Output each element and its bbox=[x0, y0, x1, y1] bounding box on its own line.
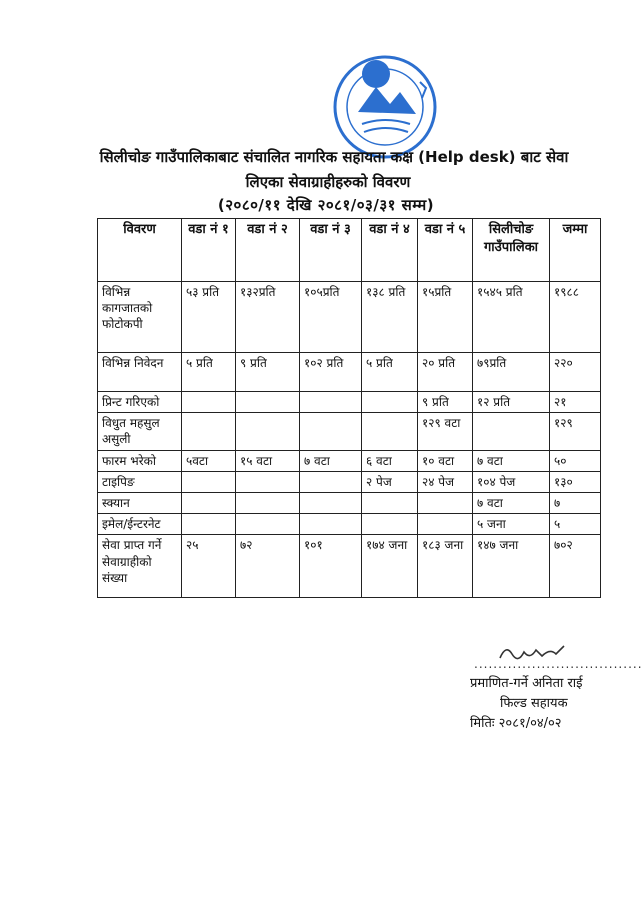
table-cell: ५० bbox=[550, 450, 601, 471]
table-cell: १०१ bbox=[300, 535, 362, 598]
table-cell bbox=[300, 413, 362, 450]
table-cell: २१ bbox=[550, 392, 601, 413]
table-cell: १२ प्रति bbox=[473, 392, 550, 413]
table-cell: १९८८ bbox=[550, 282, 601, 353]
header-municipality: सिलीचोङ गाउँपालिका bbox=[473, 219, 550, 282]
header-ward-5: वडा नं ५ bbox=[418, 219, 473, 282]
table-header-row bbox=[98, 219, 601, 282]
table-cell: १२९ bbox=[550, 413, 601, 450]
header-description: विवरण bbox=[98, 219, 182, 282]
table-cell bbox=[362, 392, 418, 413]
table-cell bbox=[300, 492, 362, 513]
table-cell bbox=[362, 413, 418, 450]
table-cell: ९ प्रति bbox=[418, 392, 473, 413]
header-total: जम्मा bbox=[550, 219, 601, 282]
table-cell bbox=[182, 392, 236, 413]
certifier-name: प्रमाणित-गर्ने अनिता राई bbox=[470, 676, 583, 691]
table-cell: ७०२ bbox=[550, 535, 601, 598]
table-cell: १३२प्रति bbox=[236, 282, 300, 353]
municipality-seal-logo bbox=[330, 52, 440, 162]
table-cell: ७९प्रति bbox=[473, 353, 550, 392]
table-row bbox=[98, 535, 601, 598]
table-cell bbox=[236, 514, 300, 535]
row-label: इमेल/ईन्टरनेट bbox=[98, 514, 182, 535]
table-cell bbox=[182, 471, 236, 492]
table-cell: १५प्रति bbox=[418, 282, 473, 353]
table-cell: २४ पेज bbox=[418, 471, 473, 492]
table-cell: १८३ जना bbox=[418, 535, 473, 598]
header-ward-3: वडा नं ३ bbox=[300, 219, 362, 282]
table-cell: ७२ bbox=[236, 535, 300, 598]
document-title-line2: लिएका सेवाग्राहीहरुको विवरण bbox=[245, 173, 411, 191]
row-label: विधुत महसुल असुली bbox=[98, 413, 182, 450]
table-row bbox=[98, 471, 601, 492]
signature-dotted-line: ................................... bbox=[474, 657, 643, 671]
table-cell: ५३ प्रति bbox=[182, 282, 236, 353]
table-cell bbox=[236, 413, 300, 450]
table-cell: ७ bbox=[550, 492, 601, 513]
table-cell bbox=[473, 413, 550, 450]
table-cell bbox=[182, 492, 236, 513]
table-cell: १५ वटा bbox=[236, 450, 300, 471]
table-cell bbox=[182, 413, 236, 450]
table-cell: १३८ प्रति bbox=[362, 282, 418, 353]
table-cell bbox=[362, 514, 418, 535]
table-cell: ५वटा bbox=[182, 450, 236, 471]
table-cell: ७ वटा bbox=[473, 492, 550, 513]
table-cell: ५ प्रति bbox=[362, 353, 418, 392]
table-cell: ६ वटा bbox=[362, 450, 418, 471]
service-report-table bbox=[97, 218, 601, 598]
table-cell: १०४ पेज bbox=[473, 471, 550, 492]
table-row bbox=[98, 282, 601, 353]
row-label: टाइपिङ bbox=[98, 471, 182, 492]
table-cell: १० वटा bbox=[418, 450, 473, 471]
table-cell bbox=[236, 492, 300, 513]
row-label: स्क्यान bbox=[98, 492, 182, 513]
table-cell: ५ जना bbox=[473, 514, 550, 535]
table-cell: २२० bbox=[550, 353, 601, 392]
document-title-line1: सिलीचोङ गाउँपालिकाबाट संचालित नागरिक सहायता कक्ष (Help desk) बाट सेवा bbox=[99, 148, 569, 166]
table-cell bbox=[362, 492, 418, 513]
table-row bbox=[98, 492, 601, 513]
table-row bbox=[98, 450, 601, 471]
header-ward-4: वडा नं ४ bbox=[362, 219, 418, 282]
table-cell: ५ प्रति bbox=[182, 353, 236, 392]
table-cell: ७ वटा bbox=[300, 450, 362, 471]
table-row bbox=[98, 353, 601, 392]
header-ward-2: वडा नं २ bbox=[236, 219, 300, 282]
table-cell: १०५प्रति bbox=[300, 282, 362, 353]
table-cell: १३० bbox=[550, 471, 601, 492]
table-cell: २ पेज bbox=[362, 471, 418, 492]
row-label: विभिन्न कागजातको फोटोकपी bbox=[98, 282, 182, 353]
table-cell bbox=[300, 471, 362, 492]
table-cell: २५ bbox=[182, 535, 236, 598]
row-label: फारम भरेको bbox=[98, 450, 182, 471]
table-cell bbox=[300, 392, 362, 413]
table-cell: ९ प्रति bbox=[236, 353, 300, 392]
table-cell bbox=[418, 514, 473, 535]
row-label: सेवा प्राप्त गर्ने सेवाग्राहीको संख्या bbox=[98, 535, 182, 598]
table-cell: १४७ जना bbox=[473, 535, 550, 598]
document-title-date-range: (२०८०/११ देखि २०८१/०३/३१ सम्म) bbox=[217, 196, 435, 214]
table-cell bbox=[418, 492, 473, 513]
table-cell: १७४ जना bbox=[362, 535, 418, 598]
row-label: प्रिन्ट गरिएको bbox=[98, 392, 182, 413]
table-cell bbox=[182, 514, 236, 535]
table-row bbox=[98, 392, 601, 413]
table-row bbox=[98, 514, 601, 535]
header-ward-1: वडा नं १ bbox=[182, 219, 236, 282]
table-cell: १५४५ प्रति bbox=[473, 282, 550, 353]
table-cell bbox=[300, 514, 362, 535]
row-label: विभिन्न निवेदन bbox=[98, 353, 182, 392]
table-cell: १०२ प्रति bbox=[300, 353, 362, 392]
table-cell bbox=[236, 392, 300, 413]
table-cell bbox=[236, 471, 300, 492]
table-row bbox=[98, 413, 601, 450]
certifier-designation: फिल्ड सहायक bbox=[500, 696, 568, 711]
table-cell: ५ bbox=[550, 514, 601, 535]
certification-date: मितिः २०८१/०४/०२ bbox=[470, 716, 562, 731]
table-cell: २० प्रति bbox=[418, 353, 473, 392]
table-cell: ७ वटा bbox=[473, 450, 550, 471]
table-cell: १२९ वटा bbox=[418, 413, 473, 450]
